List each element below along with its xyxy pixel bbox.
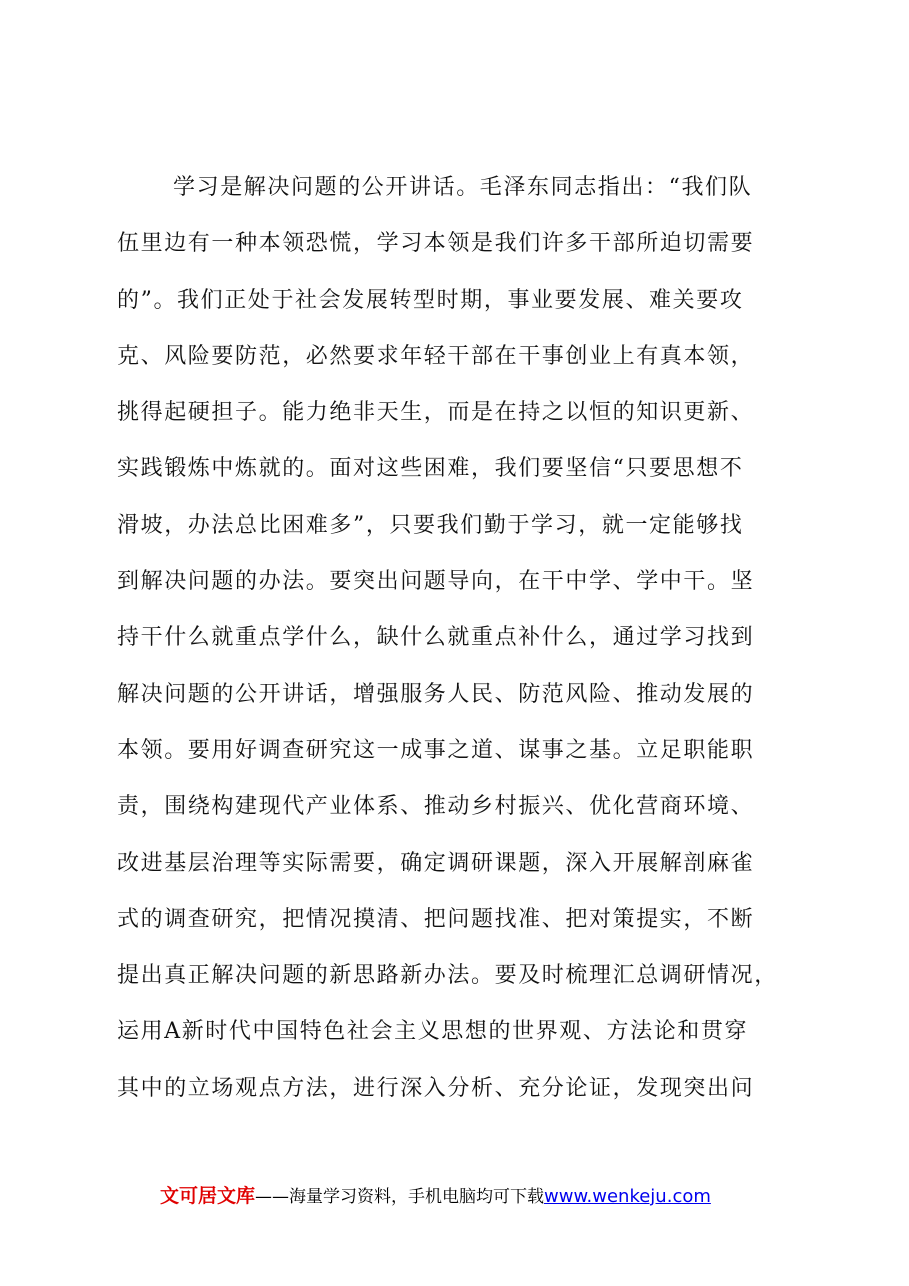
text-line: 实践锻炼中炼就的。面对这些困难，我们要坚信“只要思想不: [117, 456, 744, 482]
text-line: 其中的立场观点方法，进行深入分析、充分论证，发现突出问: [117, 1075, 755, 1101]
body-paragraph: [117, 160, 807, 1117]
footer-website-link[interactable]: www.wenkeju.com: [544, 1186, 711, 1207]
footer-description: ——海量学习资料，手机电脑均可下载: [255, 1187, 545, 1207]
text-line: 责，围绕构建现代产业体系、推动乡村振兴、优化营商环境、: [117, 794, 755, 820]
text-line: 学习是解决问题的公开讲话。毛泽东同志指出：“我们队: [173, 175, 753, 200]
text-line: 克、风险要防范，必然要求年轻干部在干事创业上有真本领，: [117, 343, 755, 369]
text-line: 滑坡，办法总比困难多”，只要我们勤于学习，就一定能够找: [117, 512, 744, 538]
text-line: 挑得起硬担子。能力绝非天生，而是在持之以恒的知识更新、: [117, 400, 755, 426]
text-line: 解决问题的公开讲话，增强服务人民、防范风险、推动发展的: [117, 681, 755, 707]
text-line: 提出真正解决问题的新思路新办法。要及时梳理汇总调研情况，: [117, 963, 778, 989]
footer-brand-name: 文可居文库: [160, 1185, 256, 1207]
text-line: 的”。我们正处于社会发展转型时期，事业要发展、难关要攻: [117, 287, 744, 313]
text-line: 持干什么就重点学什么，缺什么就重点补什么，通过学习找到: [117, 625, 755, 651]
text-line: 本领。要用好调查研究这一成事之道、谋事之基。立足职能职: [117, 737, 755, 763]
footer-banner: [160, 1182, 711, 1210]
text-line: 改进基层治理等实际需要，确定调研课题，深入开展解剖麻雀: [117, 850, 755, 876]
text-line: 到解决问题的办法。要突出问题导向，在干中学、学中干。坚: [117, 569, 755, 595]
text-line: 运用A新时代中国特色社会主义思想的世界观、方法论和贯穿: [117, 1019, 749, 1045]
text-line: 伍里边有一种本领恐慌，学习本领是我们许多干部所迫切需要: [117, 231, 755, 257]
text-line: 式的调查研究，把情况摸清、把问题找准、把对策提实，不断: [117, 906, 755, 932]
